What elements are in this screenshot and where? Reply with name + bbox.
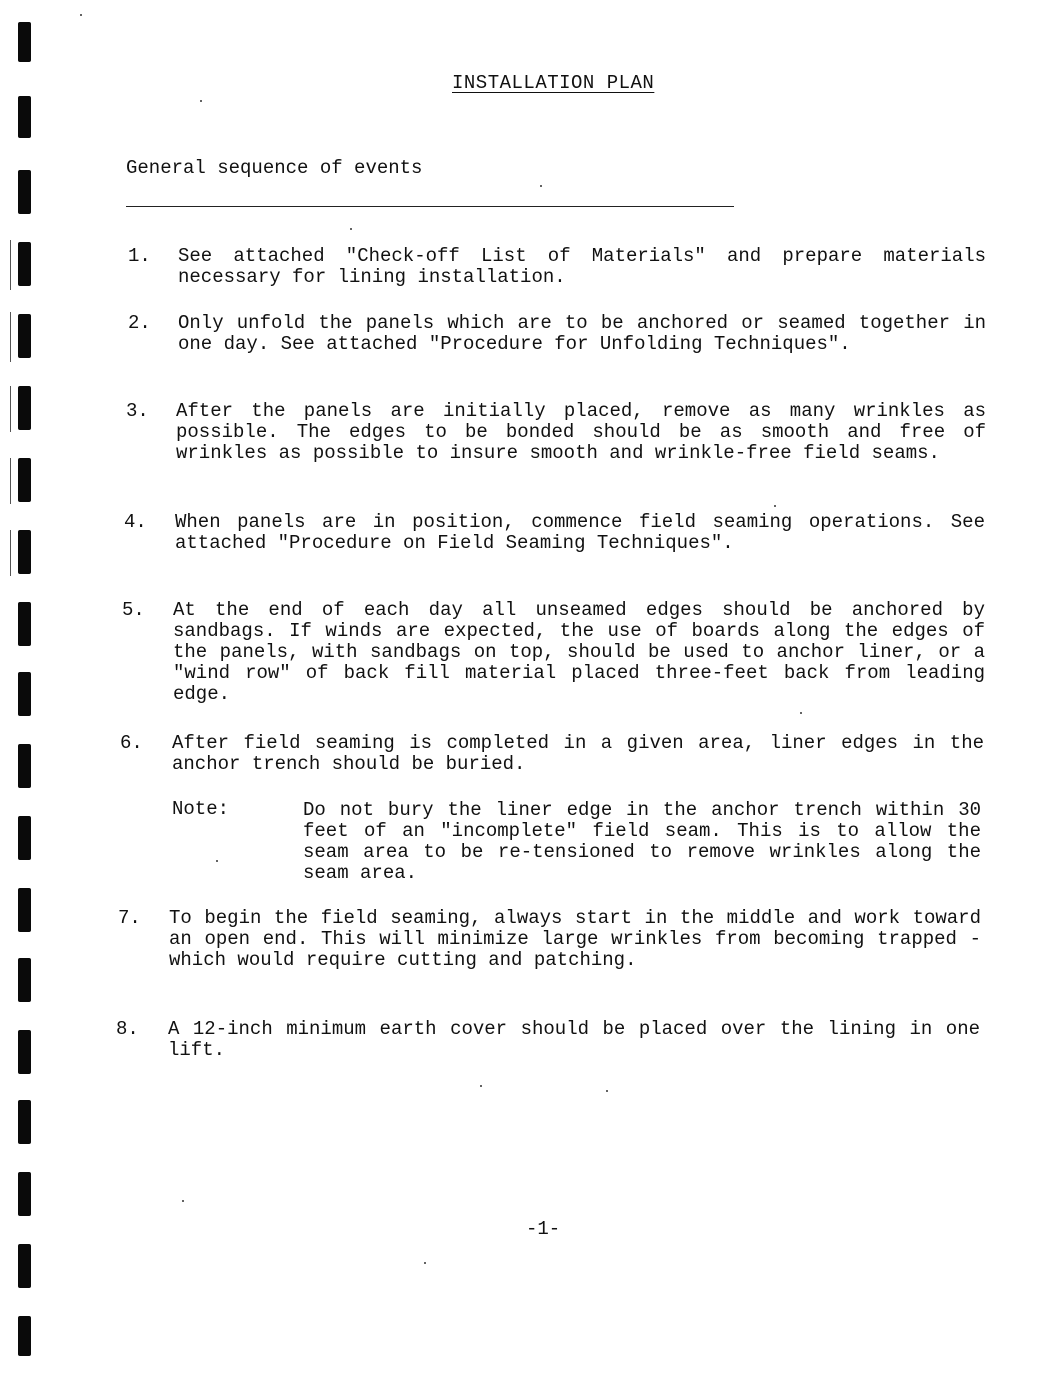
list-item [0, 246, 1061, 296]
list-item [0, 908, 1061, 998]
binding-hole-mark [18, 170, 31, 214]
list-item [0, 512, 1061, 582]
item-number: 3. [126, 400, 149, 422]
item-number: 7. [118, 907, 141, 929]
list-item [0, 733, 1061, 783]
item-text: After the panels are initially placed, remove as many wrinkles as possible. The edges to be bonded should be as smooth and free of wrinkles as possible to insure smooth and wrinkle-free field seams. [176, 400, 986, 464]
document-title: INSTALLATION PLAN [452, 72, 655, 94]
item-text: At the end of each day all unseamed edges should be anchored by sandbags. If winds are expected, the use of boards along the edges of the panels, with sandbags on top, should be used to anchor liner, or a "wind row" of back fill material placed three-feet back from leading edge. [173, 599, 985, 705]
scan-speck [540, 185, 542, 187]
binding-hole-mark [18, 1244, 31, 1288]
binding-hole-mark [18, 1316, 31, 1356]
item-text: See attached "Check-off List of Materials" and prepare materials necessary for lining installation. [178, 245, 986, 288]
item-number: 4. [124, 511, 147, 533]
item-text: A 12-inch minimum earth cover should be placed over the lining in one lift. [168, 1018, 980, 1061]
item-text: When panels are in position, commence field seaming operations. See attached "Procedure on Field Seaming Techniques". [175, 511, 985, 554]
scan-speck [182, 1200, 184, 1202]
item-number: 1. [128, 245, 151, 267]
note-text: Do not bury the liner edge in the anchor trench within 30 feet of an "incomplete" field seam. This is to allow the seam area to be re-tensioned to remove wrinkles along the seam area. [303, 799, 981, 884]
item-number: 2. [128, 312, 151, 334]
list-item [0, 600, 1061, 712]
section-heading: General sequence of events [126, 157, 423, 179]
scan-speck [200, 100, 202, 102]
scan-speck [480, 1085, 482, 1087]
scan-speck [80, 14, 82, 16]
scan-speck [350, 228, 352, 230]
item-number: 6. [120, 732, 143, 754]
item-text: To begin the field seaming, always start in the middle and work toward an open end. This will minimize large wrinkles from becoming trapped - which would require cutting and patching. [169, 907, 981, 971]
scan-speck [606, 1090, 608, 1092]
scan-speck [800, 712, 802, 714]
list-item [0, 313, 1061, 383]
binding-hole-mark [18, 1172, 31, 1216]
list-item [0, 1019, 1061, 1069]
section-heading-rule [126, 206, 734, 207]
binding-hole-mark [18, 22, 31, 62]
item-number: 5. [122, 599, 145, 621]
item-text: After field seaming is completed in a given area, liner edges in the anchor trench should be buried. [172, 732, 984, 775]
page-number: -1- [526, 1218, 561, 1240]
note-label: Note: [172, 798, 230, 820]
list-item [0, 401, 1061, 491]
scan-speck [216, 860, 218, 862]
item-number: 8. [116, 1018, 139, 1040]
binding-hole-mark [18, 96, 31, 138]
item-text: Only unfold the panels which are to be anchored or seamed together in one day. See attached "Procedure for Unfolding Techniques". [178, 312, 986, 355]
scan-speck [424, 1262, 426, 1264]
binding-hole-mark [18, 816, 31, 860]
binding-hole-mark [18, 1100, 31, 1144]
scan-speck [774, 505, 776, 507]
